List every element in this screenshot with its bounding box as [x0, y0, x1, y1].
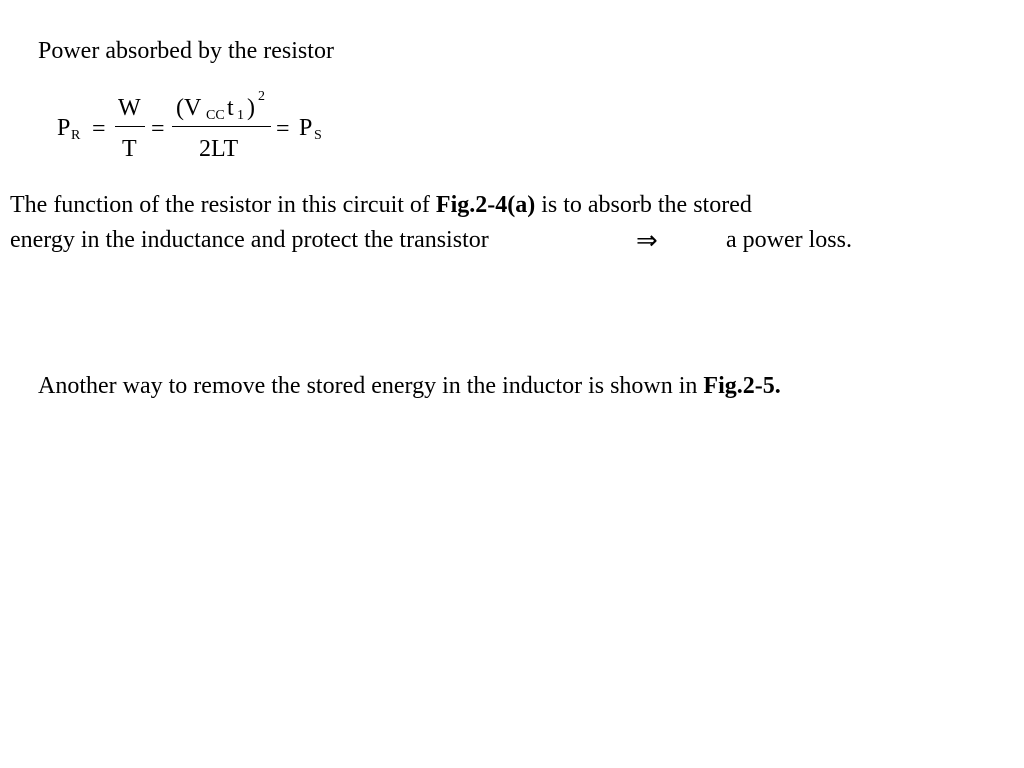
fig-2-5-reference: Fig.2-5. [703, 373, 781, 399]
eq-equals-1: = [92, 116, 106, 142]
eq-close-paren: ) [247, 95, 255, 121]
eq-r-subscript: R [71, 128, 81, 143]
implies-arrow-icon: ⇒ [636, 226, 658, 256]
eq-equals-2: = [151, 116, 165, 142]
eq-s-subscript: S [314, 128, 322, 143]
eq-t-var: t [227, 95, 234, 121]
para1-line1-post: is to absorb the stored [535, 192, 752, 218]
eq-cc-subscript: CC [206, 108, 225, 123]
para2-text: Another way to remove the stored energy in the inductor is shown in [38, 373, 704, 399]
eq-ps: P [299, 115, 313, 141]
eq-t-denominator: T [122, 136, 137, 162]
fig-2-4a-reference: Fig.2-4(a) [435, 192, 536, 218]
eq-open-v: (V [176, 95, 202, 121]
eq-w-numerator: W [118, 95, 141, 121]
paragraph-another-way [38, 372, 781, 400]
para1-line2-post: a power loss. [726, 227, 852, 253]
paragraph-function-line-2 [10, 226, 489, 254]
para1-line1-pre: The function of the resistor in this circuit of [10, 192, 436, 218]
paragraph-function-line-1 [10, 191, 752, 219]
eq-exponent: 2 [258, 89, 265, 104]
eq-one-subscript: 1 [237, 108, 244, 123]
para1-line2-pre: energy in the inductance and protect the transistor [10, 227, 489, 253]
fraction-bar-1 [115, 126, 145, 127]
heading: Power absorbed by the resistor [38, 38, 334, 64]
eq-p: P [57, 115, 71, 141]
fraction-bar-2 [172, 126, 271, 127]
eq-equals-3: = [276, 116, 290, 142]
eq-denominator: 2LT [199, 136, 239, 162]
